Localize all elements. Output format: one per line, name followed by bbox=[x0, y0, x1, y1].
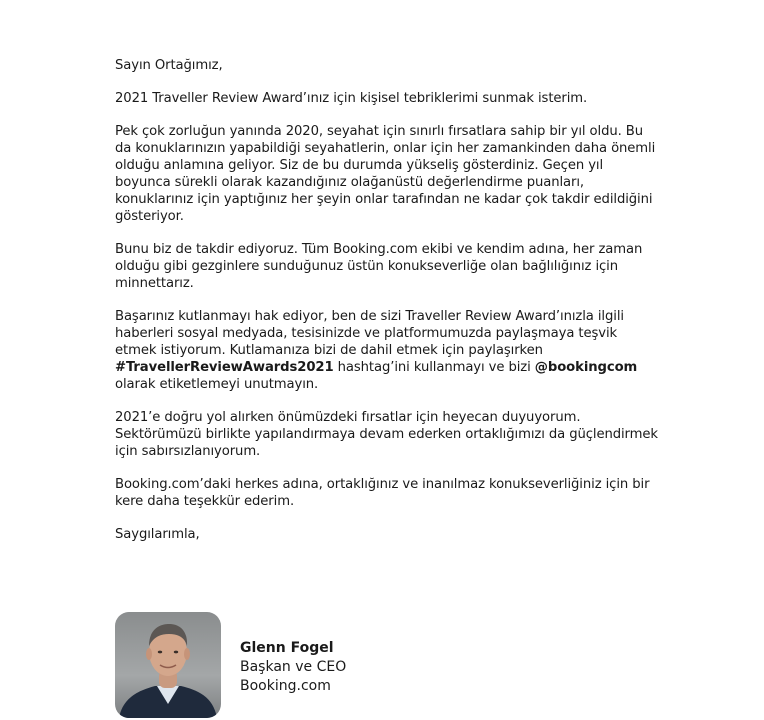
paragraph-4-text-b: hashtag’ini kullanmayı ve bizi bbox=[333, 360, 535, 375]
paragraph-4 bbox=[115, 308, 660, 393]
paragraph-4-text-c: olarak etiketlemeyi unutmayın. bbox=[115, 377, 319, 392]
paragraph-5: 2021’e doğru yol alırken önümüzdeki fırsatlar için heyecan duyuyorum. Sektörümüzü birlikte yapılandırmaya devam ederken ortaklığımızı da güçlendirmek için sabırsızlanıyorum. bbox=[115, 410, 658, 459]
paragraph-3: Bunu biz de takdir ediyoruz. Tüm Booking.com ekibi ve kendim adına, her zaman olduğu gibi gezginlere sunduğunuz üstün konukseverliğe olan bağlılığınız için minnettarız. bbox=[115, 242, 643, 291]
signatory-title: Başkan ve CEO bbox=[240, 659, 347, 675]
signatory-company: Booking.com bbox=[240, 678, 331, 694]
letter-body bbox=[115, 57, 660, 559]
paragraph-6: Booking.com’daki herkes adına, ortaklığınız ve inanılmaz konukseverliğiniz için bir kere daha teşekkür ederim. bbox=[115, 477, 650, 509]
hashtag: #TravellerReviewAwards2021 bbox=[115, 360, 334, 375]
paragraph-1: 2021 Traveller Review Award’ınız için kişisel tebriklerimi sunmak isterim. bbox=[115, 91, 588, 106]
paragraph-4-text-a: Başarınız kutlanmayı hak ediyor, ben de sizi Traveller Review Award’ınızla ilgili haberleri sosyal medyada, tesisinizde ve platformumuzda paylaşmaya teşvik etmek istiyorum. Kutlamanıza bizi de dahil etmek için paylaşırken bbox=[115, 309, 624, 358]
greeting: Sayın Ortağımız, bbox=[115, 58, 223, 73]
signatory-name: Glenn Fogel bbox=[240, 640, 334, 656]
social-handle: @bookingcom bbox=[534, 360, 638, 375]
closing: Saygılarımla, bbox=[115, 527, 200, 542]
ceo-portrait-photo bbox=[115, 612, 221, 718]
signature-text bbox=[240, 639, 346, 696]
paragraph-2: Pek çok zorluğun yanında 2020, seyahat için sınırlı fırsatlara sahip bir yıl oldu. Bu da konuklarınızın yapabildiği seyahatlerin, onlar için her zamankinden daha önemli olduğu anlamına geliyor. Siz de bu durumda yükseliş gösterdiniz. Geçen yıl boyunca sürekli olarak kazandığınız olağanüstü değerlendirme puanları, konuklarınız için yaptığınız her şeyin onlar tarafından ne kadar çok takdir edildiğini gösteriyor. bbox=[115, 124, 656, 224]
signature-block bbox=[115, 612, 346, 718]
